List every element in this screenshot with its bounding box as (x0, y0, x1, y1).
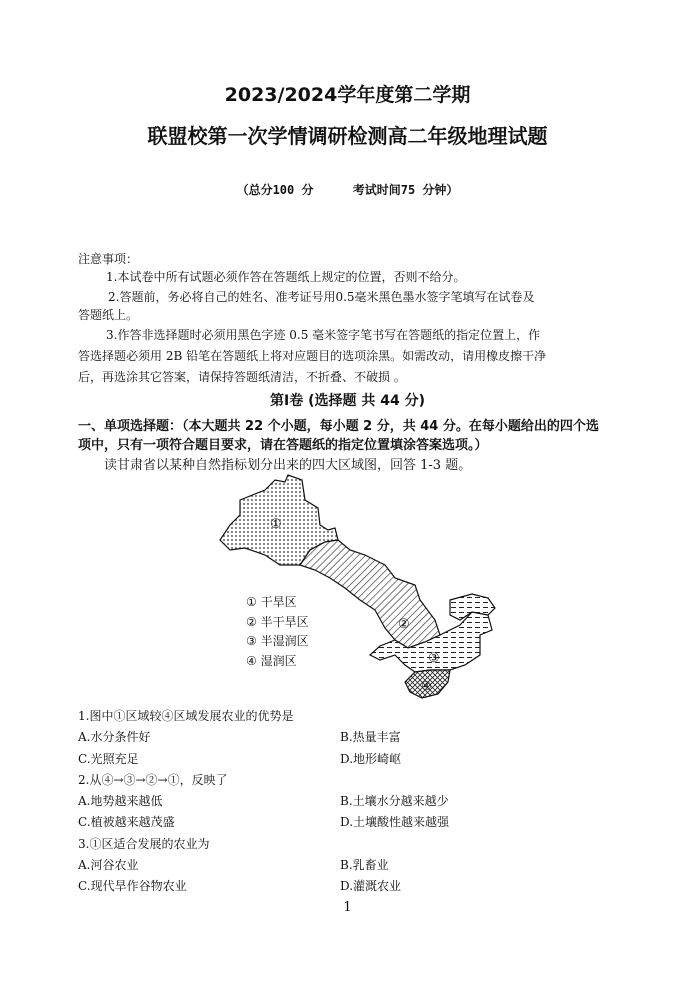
read-prompt: 读甘肃省以某种自然指标划分出来的四大区域图，回答 1-3 题。 (104, 458, 472, 473)
question-1-stem: 1.图中①区域较④区域发展农业的优势是 (78, 709, 294, 723)
question-2-stem: 2.从④→③→②→①，反映了 (78, 773, 228, 787)
legend-item-humid: ④ 湿润区 (246, 653, 297, 668)
question-1-option-b: B.热量丰富 (340, 730, 401, 744)
question-2-option-a: A.地势越来越低 (78, 794, 163, 808)
question-2-option-c: C.植被越来越茂盛 (78, 815, 175, 829)
question-1-option-a: A.水分条件好 (78, 730, 151, 744)
map-legend (246, 593, 309, 671)
notes-item-3-line3: 后，再选涂其它答案，请保持答题纸清洁，不折叠、不破损 。 (78, 370, 406, 384)
question-3-option-d: D.灌溉农业 (340, 879, 402, 893)
question-1-option-d: D.地形崎岖 (340, 752, 402, 766)
question-3-stem: 3.①区适合发展的农业为 (78, 837, 210, 851)
legend-item-semi-humid: ③ 半湿润区 (246, 634, 309, 648)
notes-item-3-line2: 答选择题必须用 2B 铅笔在答题纸上将对应题目的选项涂黑。如需改动，请用橡皮擦干净 (78, 349, 547, 363)
notes-item-2-line2: 答题纸上。 (78, 308, 139, 322)
section-instruction-line1: 一、单项选择题：（本大题共 22 个小题，每小题 2 分，共 44 分。在每小题给出的四个选 (78, 419, 599, 434)
page-number: 1 (343, 900, 352, 915)
region-semi-arid (300, 540, 440, 648)
legend-item-semi-arid: ② 半干旱区 (246, 614, 309, 629)
region-label-2: ② (398, 617, 410, 632)
region-label-1: ① (270, 517, 282, 532)
notes-item-2-line1: 2.答题前，务必将自己的姓名、准考证号用0.5毫米黑色墨水签字笔填写在试卷及 (108, 290, 535, 304)
exam-term-title: 2023/2024学年度第二学期 (224, 84, 471, 106)
legend-item-arid: ① 干旱区 (246, 595, 297, 609)
question-3-option-c: C.现代旱作谷物农业 (78, 879, 187, 893)
exam-main-title: 联盟校第一次学情调研检测高二年级地理试题 (147, 124, 548, 148)
notes-item-1: 1.本试卷中所有试题必须作答在答题纸上规定的位置，否则不给分。 (106, 270, 466, 284)
notes-item-3-line1: 3.作答非选择题时必须用黑色字迹 0.5 毫米签字笔书写在答题纸的指定位置上，作 (106, 328, 541, 342)
question-2-option-b: B.土壤水分越来越少 (340, 794, 449, 808)
question-3-option-b: B.乳畜业 (340, 858, 389, 872)
exam-time: 考试时间75 分钟） (352, 183, 459, 197)
exam-info (0, 181, 695, 198)
total-score: （总分100 分 (236, 183, 314, 197)
notes-heading: 注意事项： (78, 252, 139, 266)
region-label-4: ④ (421, 679, 432, 693)
question-1-option-c: C.光照充足 (78, 752, 139, 766)
section-title: 第Ⅰ卷 (选择题 共 44 分) (270, 393, 425, 409)
question-3-option-a: A.河谷农业 (78, 858, 139, 872)
section-instruction-line2: 项中，只有一项符合题目要求，请在答题纸的指定位置填涂答案选项。） (78, 438, 488, 453)
region-label-3: ③ (428, 651, 440, 666)
question-2-option-d: D.土壤酸性越来越强 (340, 815, 450, 829)
